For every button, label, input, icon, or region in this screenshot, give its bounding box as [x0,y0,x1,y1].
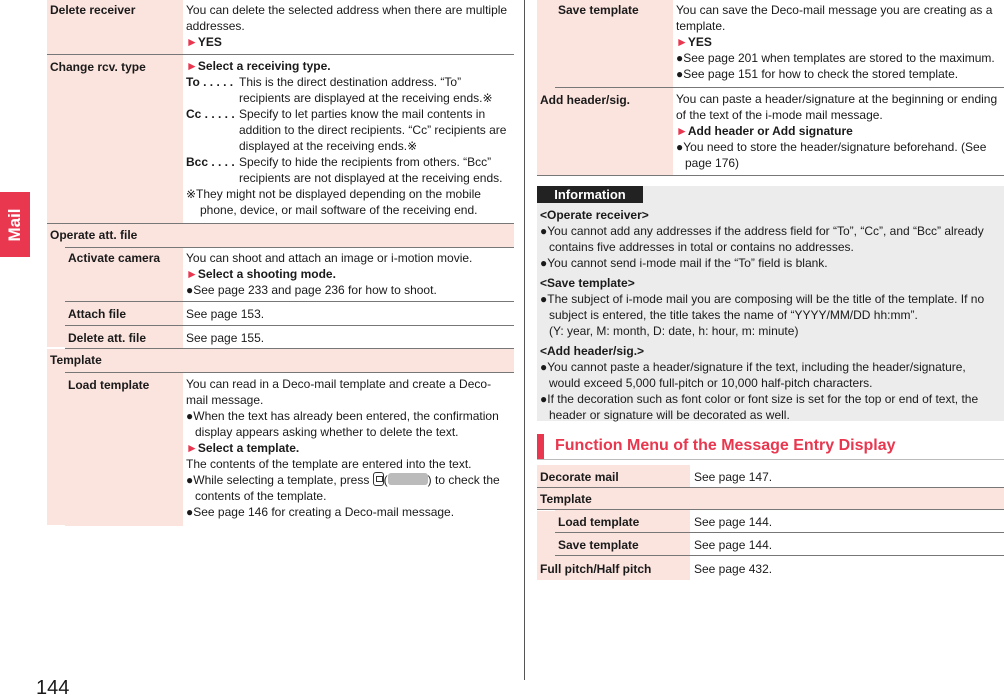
full-half-pitch-row [537,556,1004,580]
row-label: Decorate mail [537,465,690,487]
section-tab-label: Mail [5,207,24,242]
row-label: Attach file [65,302,183,325]
attach-file-row [65,302,514,326]
mail-key-icon [373,472,384,486]
row-label: Delete att. file [65,326,183,348]
row-text: See page 144. [694,538,773,552]
info-bullet: If the decoration such as font color or font size is set for the top or end of text, the header or signature will be decorated as well. [547,392,979,422]
bullet-text: When the text has already been entered, the confirmation display appears asking whether to delete the text. [193,409,499,439]
row-text: You can save the Deco-mail message you are creating as a template. [676,3,993,33]
choice-text: YES [687,35,712,49]
att-indent-strip [47,247,65,347]
row-label: Activate camera [65,248,183,301]
row-text: See page 144. [694,515,773,529]
row-text-2: The contents of the template are entered into the text. [186,457,472,471]
row-label: Delete receiver [47,0,183,54]
information-tag: Information [537,186,643,203]
info-bullet: The subject of i-mode mail you are composing will be the title of the template. If no subject is entered, the title takes the name of “YYYY/MM/DD hh:mm”. [547,292,985,322]
play-softkey-icon [388,473,428,485]
delete-att-file-row [65,326,514,349]
footnote: ※They might not be displayed depending on the mobile phone, device, or mail software of the receiving end. [186,187,481,217]
choice-text: YES [197,35,222,49]
arrow-icon: ► [186,267,198,281]
info-bullet: You cannot send i-mode mail if the “To” field is blank. [547,256,828,270]
fm-indent-strip [537,511,555,557]
to-text: This is the direct destination address. “To” recipients are displayed at the receiving ends.※ [239,75,493,105]
bullet-icon: ● [676,67,684,81]
bullet-text: See page 233 and page 236 for how to shoot. [193,283,437,297]
delete-receiver-row [47,0,514,55]
add-header-sig-row [537,88,1004,176]
change-rcv-type-row [47,55,514,224]
bullet-icon: ● [540,292,548,306]
bullet-text: See page 201 when templates are stored to the maximum. [683,51,995,65]
bullet-icon: ● [186,505,194,519]
save-template-indent-strip [537,0,555,88]
template-indent-strip [47,370,65,525]
section-tab [0,192,30,257]
row-text: You can read in a Deco-mail template and create a Deco-mail message. [186,377,492,407]
info-bullet: You cannot add any addresses if the address field for “To”, “Cc”, and “Bcc” already contains five addresses in total or contains no addresses. [547,224,984,254]
row-label: Save template [555,533,690,555]
bullet-text: You need to store the header/signature beforehand. (See page 176) [683,140,987,170]
section-template-2: Template [537,488,1004,510]
row-text: You can delete the selected address when there are multiple addresses. [186,3,508,33]
section-operate-att-file: Operate att. file [47,224,514,248]
info-heading: <Add header/sig.> [540,344,645,358]
bullet-icon: ● [186,409,194,423]
row-label: Full pitch/Half pitch [537,556,690,580]
function-menu-table [537,465,1004,580]
row-label: Load template [555,510,690,532]
bullet-icon: ● [186,473,194,487]
bullet-icon: ● [540,256,548,270]
bullet-text: See page 151 for how to check the stored template. [683,67,959,81]
row-label: Add header/sig. [537,88,673,175]
arrow-icon: ► [186,441,198,455]
save-template-row [555,0,1004,88]
cc-text: Specify to let parties know the mail contents in addition to the direct recipients. “Cc” recipients are displayed at the receiving ends.※ [239,107,507,153]
row-label: Save template [555,0,673,87]
arrow-icon: ► [186,59,198,73]
bcc-text: Specify to hide the recipients from others. “Bcc” recipients are not displayed at the receiving ends. [239,155,503,185]
row-text: See page 147. [694,470,773,484]
choice-text: Add header or Add signature [687,124,853,138]
fm-save-template-row [555,533,1004,556]
row-text: You can shoot and attach an image or i-motion movie. [186,251,473,265]
activate-camera-row [65,248,514,302]
section-template: Template [47,349,514,373]
bullet-text-2: to check the contents of the template. [195,473,500,503]
bullet-icon: ● [676,51,684,65]
page-number: 144 [36,677,70,698]
right-column [537,0,1004,176]
row-text: You can paste a header/signature at the beginning or ending of the text of the i-mode mail message. [676,92,998,122]
bcc-key: Bcc . . . . [186,155,235,169]
info-bullet: You cannot paste a header/signature if the text, including the header/signature, would exceed 5,000 full-pitch or 10,000 half-pitch characters. [547,360,966,390]
row-label: Load template [65,373,183,526]
title-accent-bar [537,434,544,459]
fm-load-template-row [555,510,1004,533]
bullet-icon: ● [540,224,548,238]
paren-close: ) [427,473,432,487]
row-label: Change rcv. type [47,55,183,223]
bullet-icon: ● [186,283,194,297]
arrow-icon: ► [676,124,688,138]
bullet-icon: ● [676,140,684,154]
arrow-icon: ► [676,35,688,49]
bullet-text: See page 146 for creating a Deco-mail message. [193,505,455,519]
row-text: See page 155. [186,331,265,345]
choice-text: Select a shooting mode. [197,267,336,281]
function-menu-title [537,434,1004,460]
to-key: To . . . . . [186,75,234,89]
column-divider [524,0,525,680]
left-column [47,0,514,526]
row-text: See page 432. [694,562,773,576]
info-note: (Y: year, M: month, D: date, h: hour, m: minute) [549,324,799,338]
info-heading: <Operate receiver> [540,208,649,222]
arrow-icon: ► [186,35,198,49]
cc-key: Cc . . . . . [186,107,235,121]
choice-text: Select a receiving type. [197,59,331,73]
bullet-icon: ● [540,360,548,374]
load-template-row [65,373,514,526]
row-text: See page 153. [186,307,265,321]
info-heading: <Save template> [540,276,635,290]
bullet-icon: ● [540,392,548,406]
information-box [537,186,1004,421]
bullet-text: While selecting a template, press [193,473,373,487]
choice-text: Select a template. [197,441,300,455]
function-menu-title-text: Function Menu of the Message Entry Display [555,437,896,454]
paren-open: ( [383,473,388,487]
decorate-mail-row [537,465,1004,488]
